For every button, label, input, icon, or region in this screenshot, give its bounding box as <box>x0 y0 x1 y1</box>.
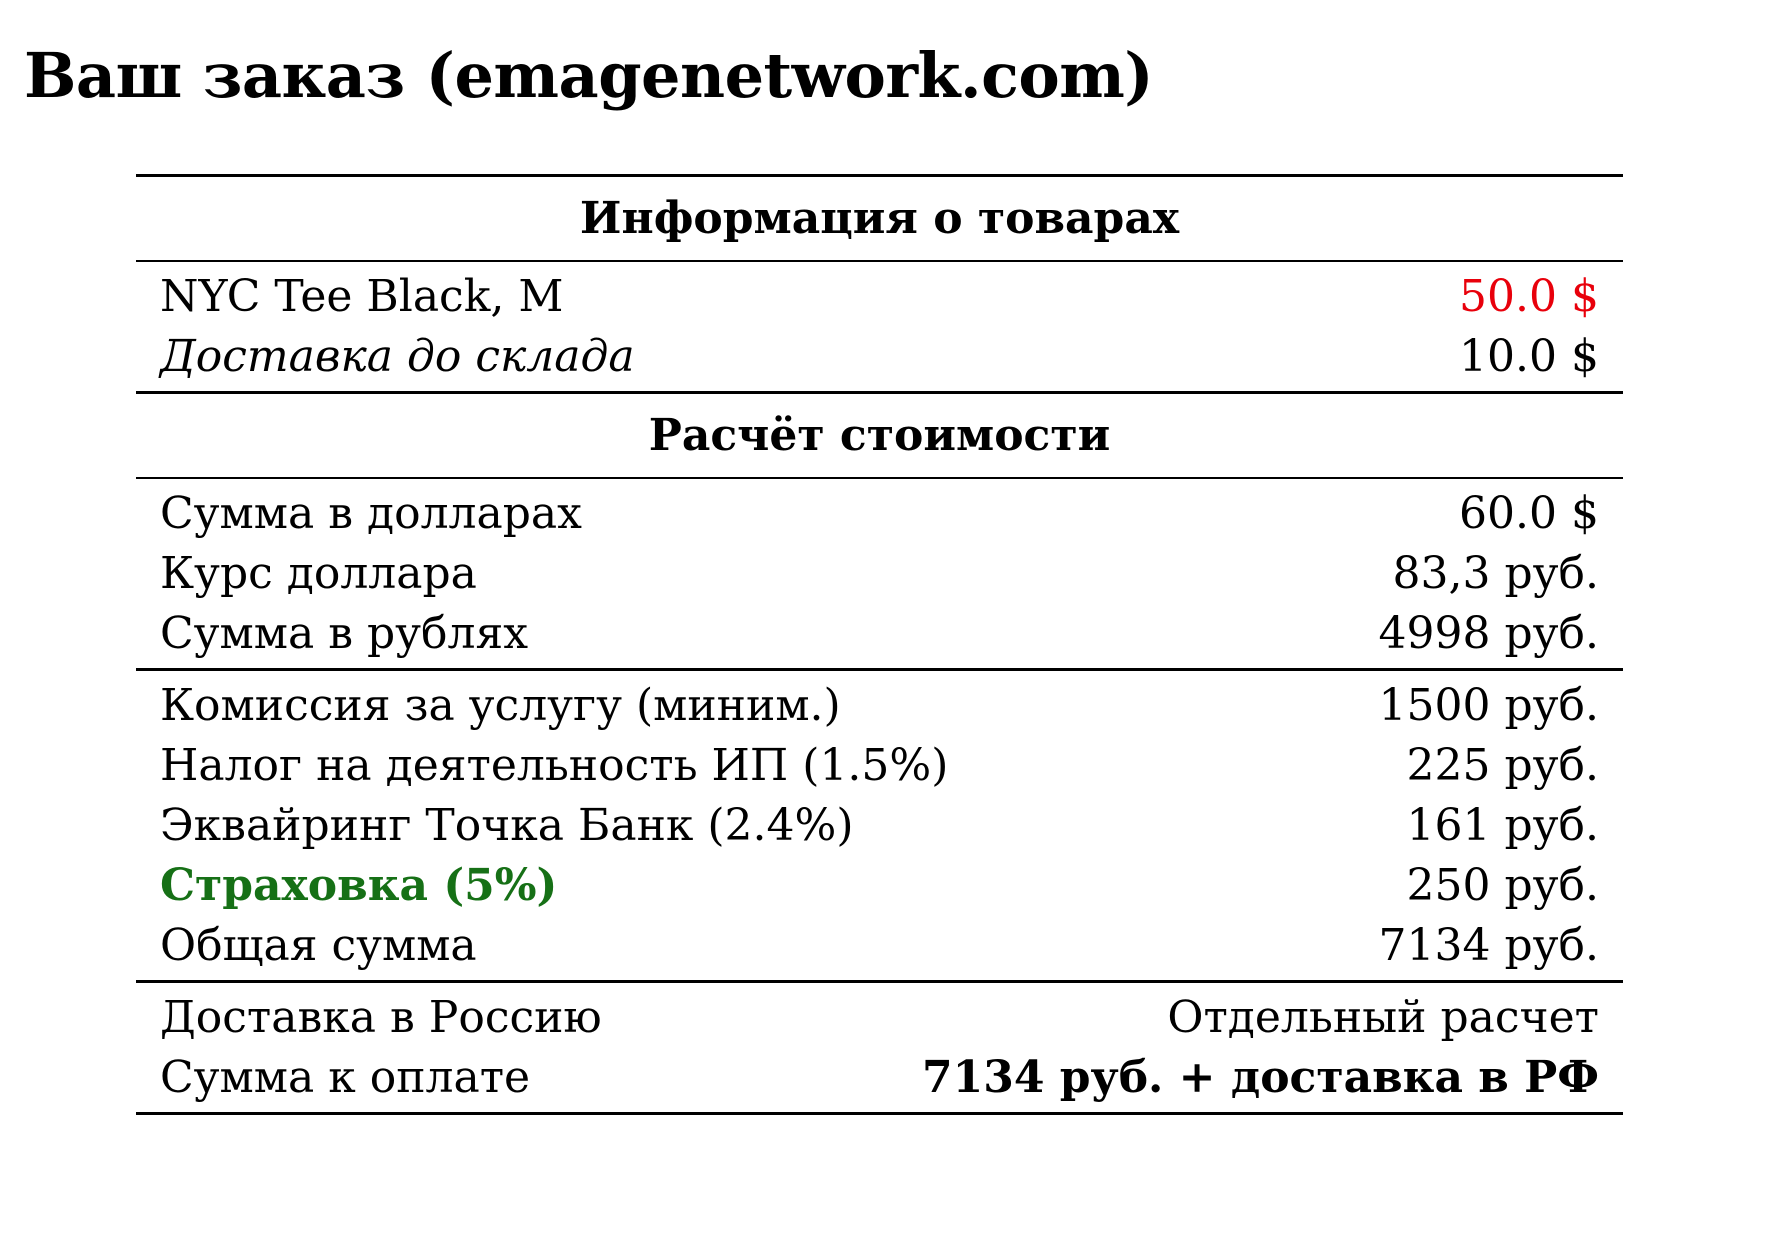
product-info-heading: Информация о товарах <box>579 193 1180 244</box>
table-bottom-rule <box>136 1112 1623 1115</box>
cost-calculation-heading: Расчёт стоимости <box>648 410 1111 461</box>
row-total <box>136 915 1623 975</box>
sum-usd-value: 60.0 $ <box>1459 487 1599 539</box>
product-row-item <box>136 266 1623 326</box>
product-row-warehouse-delivery <box>136 326 1623 386</box>
service-fee-value: 1500 руб. <box>1378 679 1599 731</box>
exchange-rate-value: 83,3 руб. <box>1392 547 1599 599</box>
sum-rub-label: Сумма в рублях <box>160 607 529 659</box>
product-price: 50.0 $ <box>1459 270 1599 322</box>
total-label: Общая сумма <box>160 919 477 971</box>
acquiring-value: 161 руб. <box>1406 799 1599 851</box>
acquiring-label: Эквайринг Точка Банк (2.4%) <box>160 799 854 851</box>
fee-rows <box>136 671 1623 980</box>
service-fee-label: Комиссия за услугу (миним.) <box>160 679 841 731</box>
row-service-fee <box>136 675 1623 735</box>
total-value: 7134 руб. <box>1378 919 1599 971</box>
row-sum-rub <box>136 603 1623 663</box>
row-acquiring <box>136 795 1623 855</box>
warehouse-delivery-price: 10.0 $ <box>1459 330 1599 382</box>
row-insurance <box>136 855 1623 915</box>
row-sum-usd <box>136 483 1623 543</box>
page-title: Ваш заказ (emagenetwork.com) <box>24 39 1154 112</box>
row-exchange-rate <box>136 543 1623 603</box>
russia-delivery-value: Отдельный расчет <box>1167 991 1599 1043</box>
row-amount-due <box>136 1047 1623 1107</box>
conversion-rows <box>136 479 1623 668</box>
exchange-rate-label: Курс доллара <box>160 547 477 599</box>
payment-rows <box>136 983 1623 1112</box>
sum-usd-label: Сумма в долларах <box>160 487 582 539</box>
warehouse-delivery-label: Доставка до склада <box>160 330 635 382</box>
amount-due-label: Сумма к оплате <box>160 1051 531 1103</box>
product-name: NYC Tee Black, M <box>160 270 564 322</box>
russia-delivery-label: Доставка в Россию <box>160 991 602 1043</box>
row-russia-delivery <box>136 987 1623 1047</box>
row-business-tax <box>136 735 1623 795</box>
insurance-label: Страховка (5%) <box>160 859 558 911</box>
product-rows <box>136 262 1623 391</box>
sum-rub-value: 4998 руб. <box>1378 607 1599 659</box>
order-summary-table <box>136 174 1623 1115</box>
insurance-value: 250 руб. <box>1406 859 1599 911</box>
business-tax-label: Налог на деятельность ИП (1.5%) <box>160 739 949 791</box>
amount-due-value: 7134 руб. + доставка в РФ <box>921 1051 1599 1103</box>
business-tax-value: 225 руб. <box>1406 739 1599 791</box>
